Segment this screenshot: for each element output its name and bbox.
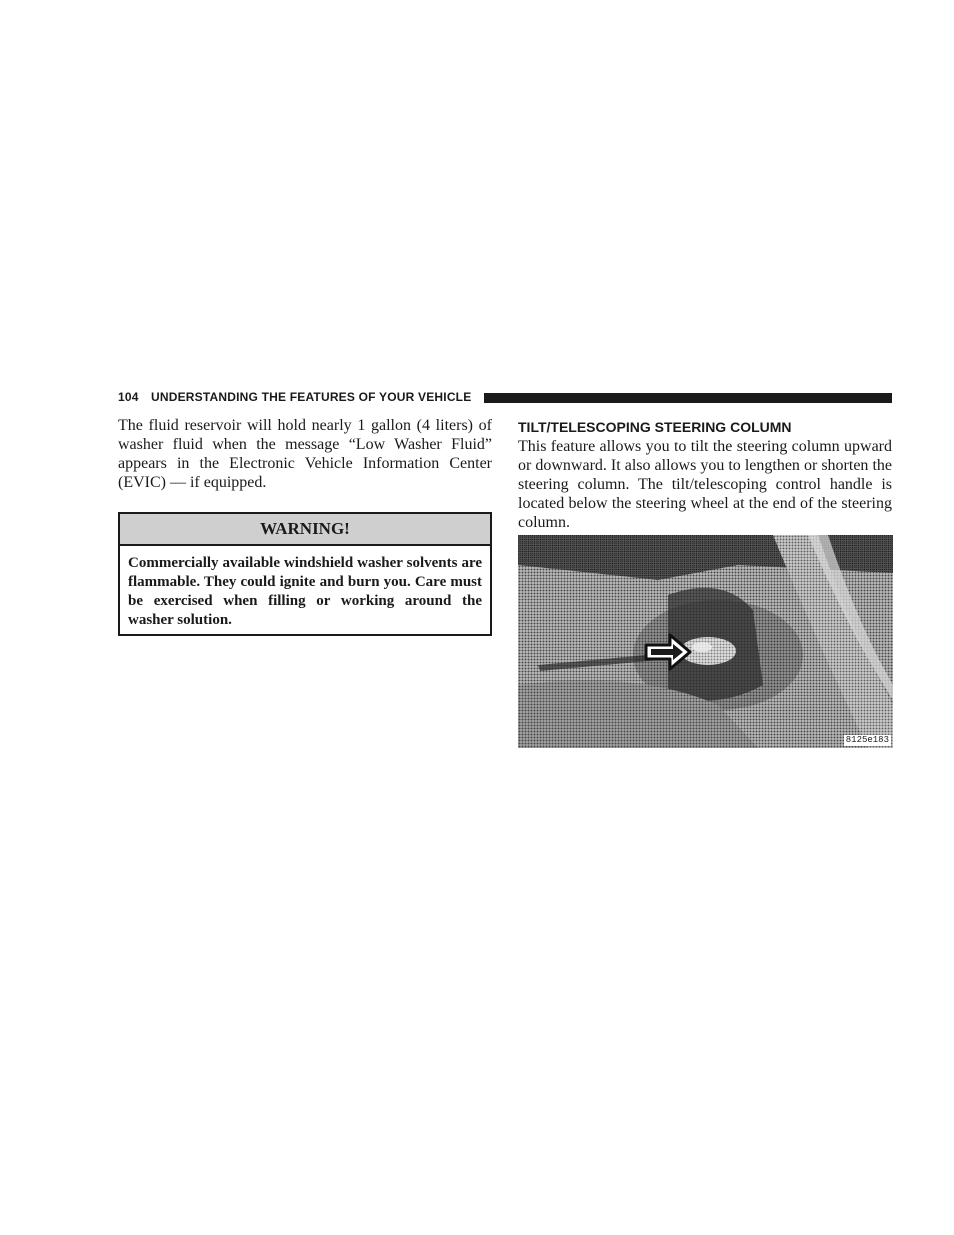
warning-title: WARNING! <box>120 514 490 546</box>
warning-text: Commercially available windshield washer solvents are flammable. They could ignite and burn you. Care must be exercised when filling or working around the washer solution. <box>128 555 482 628</box>
warning-box <box>118 512 492 636</box>
header-rule <box>484 393 892 403</box>
steering-column-photo <box>518 535 893 748</box>
page-header <box>118 389 892 405</box>
steering-column-illustration <box>518 535 893 748</box>
page-number: 104 <box>118 390 139 404</box>
left-column <box>118 416 492 492</box>
steering-column-paragraph: This feature allows you to tilt the steering column upward or downward. It also allows you to lengthen or shorten the steering column. The tilt/telescoping control handle is located below the steering wheel at the end of the steering column. <box>518 438 892 531</box>
section-title: UNDERSTANDING THE FEATURES OF YOUR VEHICLE <box>151 390 472 404</box>
figure-code: 8125e183 <box>845 735 889 745</box>
steering-column-heading: TILT/TELESCOPING STEERING COLUMN <box>518 419 792 435</box>
washer-fluid-paragraph: The fluid reservoir will hold nearly 1 gallon (4 liters) of washer fluid when the message “Low Washer Fluid” appears in the Electronic Vehicle Information Center (EVIC) — if equipped. <box>118 417 492 491</box>
right-column <box>518 418 892 532</box>
